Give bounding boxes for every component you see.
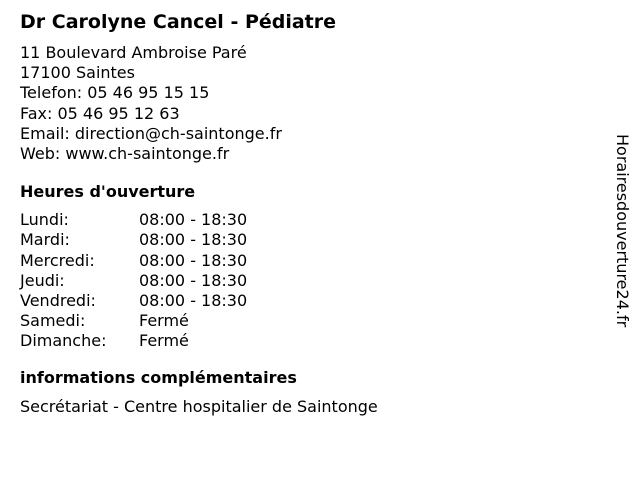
fax-number: Fax: 05 46 95 12 63 [20,103,180,123]
day-label: Samedi: [20,311,86,331]
address-city: 17100 Saintes [20,63,135,83]
day-hours: 08:00 - 18:30 [139,270,248,290]
hours-row-sunday [20,331,600,351]
hours-row-tuesday [20,230,600,250]
additional-info-heading: informations complémentaires [20,367,297,387]
day-label: Jeudi: [20,270,65,290]
day-label: Mardi: [20,230,70,250]
day-hours: Fermé [139,331,189,351]
additional-info-text: Secrétariat - Centre hospitalier de Saintonge [20,396,378,416]
day-label: Dimanche: [20,331,107,351]
email-address: Email: direction@ch-saintonge.fr [20,123,282,143]
day-hours: 08:00 - 18:30 [139,230,248,250]
hours-row-friday [20,291,600,311]
address-street: 11 Boulevard Ambroise Paré [20,43,247,62]
practice-card [20,9,600,417]
opening-hours-table [20,210,600,351]
day-label: Vendredi: [20,290,96,310]
hours-row-saturday [20,311,600,331]
day-label: Lundi: [20,210,69,230]
day-hours: 08:00 - 18:30 [139,290,248,310]
website-address: Web: www.ch-saintonge.fr [20,144,230,164]
hours-row-wednesday [20,251,600,271]
page-title: Dr Carolyne Cancel - Pédiatre [20,11,337,33]
hours-row-monday [20,210,600,230]
day-label: Mercredi: [20,250,95,270]
opening-hours-heading: Heures d'ouverture [20,182,196,202]
day-hours: 08:00 - 18:30 [139,250,248,270]
phone-number: Telefon: 05 46 95 15 15 [20,83,210,103]
brand-watermark: Horairesdouverture24.fr [613,134,632,328]
day-hours: 08:00 - 18:30 [139,210,248,230]
day-hours: Fermé [139,311,189,331]
hours-row-thursday [20,271,600,291]
